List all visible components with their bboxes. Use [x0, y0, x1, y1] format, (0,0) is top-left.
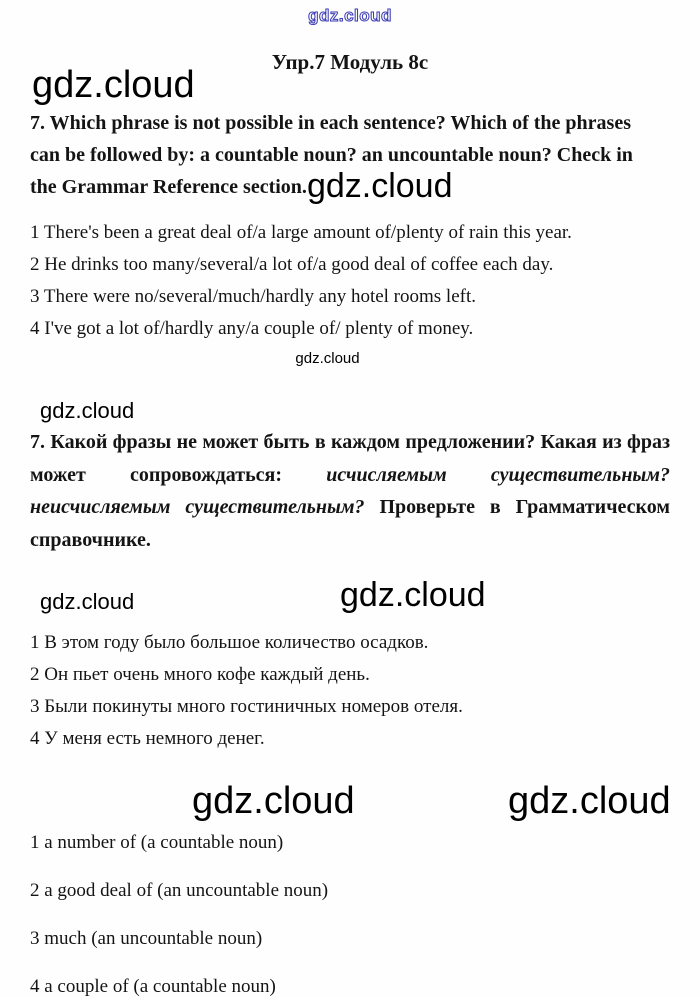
answer-item: 3 much (an uncountable noun) [30, 928, 263, 949]
task-heading-en-text: 7. Which phrase is not possible in each sentence? Which of the phrases can be followed by: a countable noun? an uncountable noun? Check in the Grammar Reference section. [30, 112, 633, 198]
task-heading-en [30, 107, 650, 203]
answer-item: 1 a number of (a countable noun) [30, 832, 284, 853]
watermark-center-large: gdz.cloud [340, 576, 486, 614]
task-list-en [30, 223, 670, 339]
task-heading-ru-part2: Проверьте в Грамматическом справочнике. [30, 496, 670, 551]
answers-list [30, 833, 670, 997]
list-item: 1 В этом году было большое количество осадков. [30, 632, 429, 653]
list-item: 4 У меня есть немного денег. [30, 728, 265, 749]
answer-item: 4 a couple of (a countable noun) [30, 976, 276, 997]
list-item: 3 Были покинуты много гостиничных номеров отеля. [30, 696, 463, 717]
watermark-top-outline: gdz.cloud [308, 6, 392, 25]
task-heading-ru [30, 426, 670, 556]
watermark-left-large: gdz.cloud [32, 64, 195, 106]
watermark-pair-left: gdz.cloud [192, 780, 355, 822]
watermark-row-2 [30, 782, 670, 822]
page-title: Упр.7 Модуль 8c [271, 50, 429, 74]
list-item: 2 He drinks too many/several/a lot of/a good deal of coffee each day. [30, 254, 554, 275]
list-item: 4 I've got a lot of/hardly any/a couple of/ plenty of money. [30, 318, 474, 339]
answer-item: 2 a good deal of (an uncountable noun) [30, 880, 329, 901]
watermark-left-medium: gdz.cloud [40, 398, 135, 423]
watermark-inline: gdz.cloud [306, 167, 453, 205]
watermark-pair-right: gdz.cloud [508, 780, 671, 822]
watermark-left-medium-2: gdz.cloud [40, 589, 135, 614]
watermark-row-1 [30, 576, 670, 620]
list-item: 3 There were no/several/much/hardly any hotel rooms left. [30, 286, 476, 307]
task-list-ru [30, 633, 670, 749]
watermark-center-small: gdz.cloud [295, 350, 360, 367]
list-item: 1 There's been a great deal of/a large amount of/plenty of rain this year. [30, 222, 572, 243]
list-item: 2 Он пьет очень много кофе каждый день. [30, 664, 370, 685]
task-heading-ru-part1: 7. Какой фразы не может быть в каждом предложении? Какая из фраз может сопровождаться: [30, 431, 670, 486]
task-heading-ru-italic: исчисляемым существительным? неисчисляемым существительным? [30, 463, 670, 518]
